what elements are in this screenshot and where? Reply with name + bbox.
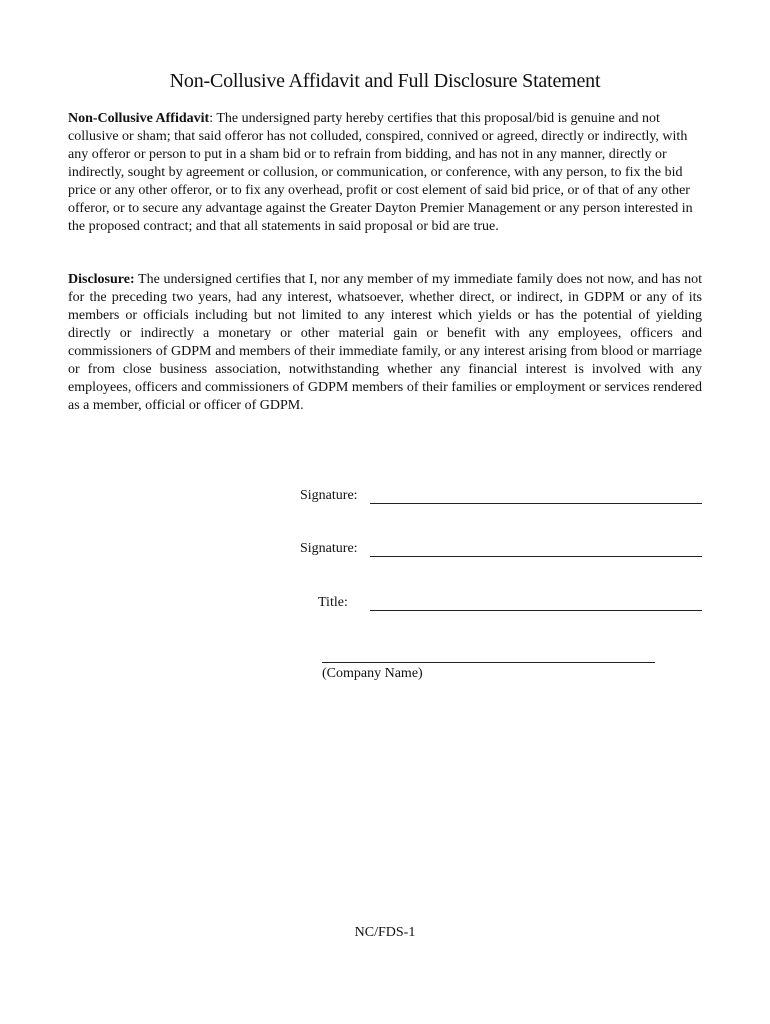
disclosure-paragraph <box>68 271 702 415</box>
signature-line-2[interactable] <box>370 556 702 557</box>
title-line[interactable] <box>370 610 702 611</box>
affidavit-paragraph <box>68 110 702 236</box>
affidavit-heading: Non-Collusive Affidavit <box>68 111 210 126</box>
disclosure-heading: Disclosure: <box>68 272 135 287</box>
title-row <box>0 593 770 617</box>
document-title: Non-Collusive Affidavit and Full Disclosure Statement <box>169 70 601 92</box>
company-name-line[interactable] <box>322 662 655 663</box>
company-name-label: (Company Name) <box>322 666 423 681</box>
affidavit-text: : The undersigned party hereby certifies that this proposal/bid is genuine and not collusive or sham; that said offeror has not colluded, conspired, connived or agreed, directly or indirectly, with any offeror or person to put in a sham bid or to refrain from bidding, and has not in any manner, directly or indirectly, sought by agreement or collusion, or communication, or conference, with any person, to fix the bid price or any other offeror, or to fix any overhead, profit or cost element of said bid price, or of that of any other offeror, or to secure any advantage against the Greater Dayton Premier Management or any person interested in the proposed contract; and that all statements in said proposal or bid are true. <box>68 111 693 234</box>
title-label: Title: <box>318 595 348 610</box>
signature-label-1: Signature: <box>300 488 358 503</box>
signature-row-1 <box>0 486 770 510</box>
signature-line-1[interactable] <box>370 503 702 504</box>
disclosure-text: The undersigned certifies that I, nor any member of my immediate family does not now, and has not for the preceding two years, had any interest, whatsoever, whether direct, or indirect, in GDPM or any of its members or officials including but not limited to any interest which yields or has the potential of yielding directly or indirectly a monetary or other material gain or benefit with any employees, officers and commissioners of GDPM and members of their immediate family, or any interest arising from blood or marriage or from close business association, notwithstanding whether any financial interest is involved with any employees, officers and commissioners of GDPM members of their families or employment or services rendered as a member, official or officer of GDPM. <box>68 272 702 413</box>
signature-label-2: Signature: <box>300 541 358 556</box>
form-code: NC/FDS-1 <box>354 925 416 940</box>
signature-row-2 <box>0 539 770 563</box>
